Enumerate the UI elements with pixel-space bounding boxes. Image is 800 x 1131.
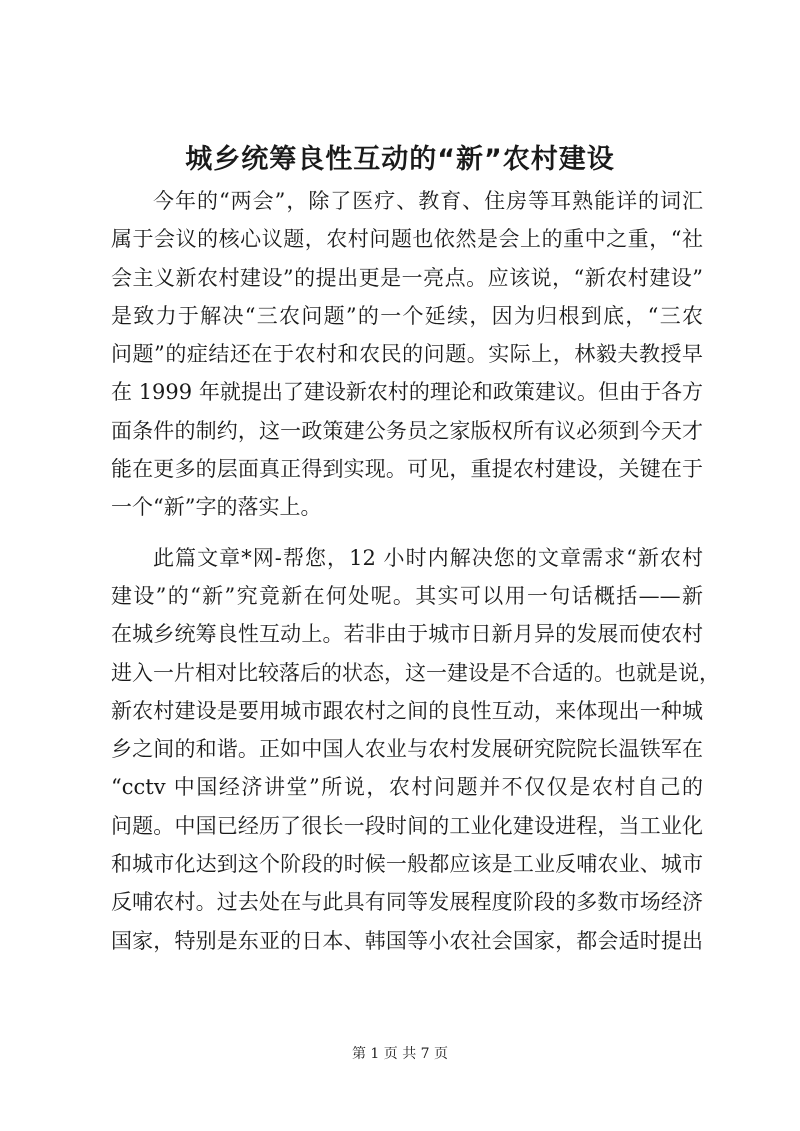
paragraph-line: 会主义新农村建设”的提出更是一亮点。应该说，“新农村建设” bbox=[111, 265, 703, 290]
paragraph-line: 属于会议的核心议题，农村问题也依然是会上的重中之重，“社 bbox=[111, 227, 703, 252]
paragraph-line: 在 1999 年就提出了建设新农村的理论和政策建议。但由于各方 bbox=[111, 380, 703, 405]
paragraph-line: 进入一片相对比较落后的状态，这一建设是不合适的。也就是说， bbox=[111, 660, 720, 685]
paragraph-line: 问题。中国已经历了很长一段时间的工业化建设进程，当工业化 bbox=[111, 813, 703, 838]
document-body bbox=[111, 182, 720, 960]
paragraph-line: 问题”的症结还在于农村和农民的问题。实际上，林毅夫教授早 bbox=[111, 342, 703, 367]
paragraph-1 bbox=[111, 182, 703, 527]
paragraph-line: 一个“新”字的落实上。 bbox=[111, 495, 322, 520]
paragraph-line: 国家，特别是东亚的日本、韩国等小农社会国家，都会适时提出 bbox=[111, 928, 703, 953]
paragraph-line: 反哺农村。过去处在与此具有同等发展程度阶段的多数市场经济 bbox=[111, 890, 703, 915]
paragraph-line: 建设”的“新”究竟新在何处呢。其实可以用一句话概括——新 bbox=[111, 583, 703, 608]
paragraph-line: 今年的“两会”，除了医疗、教育、住房等耳熟能详的词汇 bbox=[153, 189, 703, 213]
paragraph-line: 是致力于解决“三农问题”的一个延续，因为归根到底，“三农 bbox=[111, 303, 703, 328]
document-title: 城乡统筹良性互动的“新”农村建设 bbox=[185, 144, 615, 175]
paragraph-line: “cctv 中国经济讲堂”所说，农村问题并不仅仅是农村自己的 bbox=[111, 775, 703, 800]
paragraph-line: 能在更多的层面真正得到实现。可见，重提农村建设，关键在于 bbox=[111, 457, 703, 482]
paragraph-line: 在城乡统筹良性互动上。若非由于城市日新月异的发展而使农村 bbox=[111, 622, 703, 647]
paragraph-line: 和城市化达到这个阶段的时候一般都应该是工业反哺农业、城市 bbox=[111, 852, 703, 877]
paragraph-line: 面条件的制约，这一政策建公务员之家版权所有议必须到今天才 bbox=[111, 418, 703, 443]
paragraph-2 bbox=[111, 539, 720, 960]
page-number-footer: 第 1 页 共 7 页 bbox=[351, 1046, 449, 1062]
paragraph-line: 此篇文章*网-帮您，12 小时内解决您的文章需求“新农村 bbox=[153, 545, 703, 570]
paragraph-line: 乡之间的和谐。正如中国人农业与农村发展研究院院长温铁军在 bbox=[111, 737, 703, 762]
paragraph-line: 新农村建设是要用城市跟农村之间的良性互动，来体现出一种城 bbox=[111, 698, 703, 723]
